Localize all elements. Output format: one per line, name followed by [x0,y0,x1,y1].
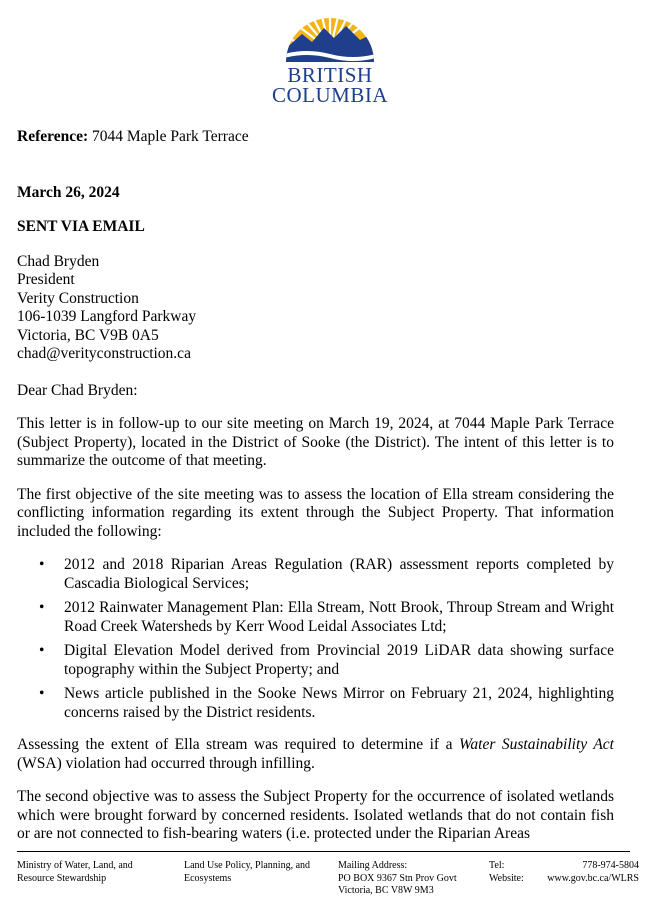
website-row [489,873,639,886]
date-text: March 26, 2024 [17,183,120,201]
info-list [17,556,614,722]
logo-text-british: BRITISH [287,63,373,87]
list-item-text: 2012 and 2018 Riparian Areas Regulation (RAR) assessment reports completed by Cascadia Biological Services; [64,556,614,592]
footer-divider [17,851,630,852]
footer-contact [489,860,639,885]
list-item-text: News article published in the Sooke News Mirror on February 21, 2024, highlighting concerns raised by the District residents. [64,685,614,721]
mailing-label: Mailing Address: [338,860,408,871]
list-item [17,642,614,679]
recipient-address [17,253,614,364]
list-item [17,556,614,593]
recipient-city: Victoria, BC V9B 0A5 [17,326,159,344]
mailing-line-2: Victoria, BC V8W 9M3 [338,885,434,896]
paragraph-2: The first objective of the site meeting was to assess the location of Ella stream considering the conflicting information regarding its extent through the Subject Property. That information included the following: [17,485,614,540]
bullet-icon: • [39,642,45,659]
paragraph-1: This letter is in follow-up to our site meeting on March 19, 2024, at 7044 Maple Park Terrace (Subject Property), located in the District of Sooke (the District). The intent of this letter is to summarize the outcome of that meeting. [17,415,614,469]
paragraph-4: The second objective was to assess the Subject Property for the occurrence of isolated wetlands which were brought forward by concerned residents. Isolated wetlands that do not contain fish or are not connected to fish-bearing waters (i.e. protected under the Riparian Areas [17,788,614,842]
list-item [17,685,614,722]
greeting: Dear Chad Bryden: [17,381,138,399]
division-line-1: Land Use Policy, Planning, and [184,860,311,871]
mailing-line-1: PO BOX 9367 Stn Prov Govt [338,872,457,884]
website-link[interactable]: www.gov.bc.ca/WLRS [547,872,639,884]
bullet-icon: • [39,685,45,702]
recipient-name: Chad Bryden [17,252,100,270]
recipient-title: President [17,271,75,288]
tel-value: 778-974-5804 [582,860,639,871]
reference-label: Reference: [17,128,89,145]
footer-division [184,860,329,885]
bullet-icon: • [39,556,45,573]
bc-logo [270,4,390,107]
list-item-text: Digital Elevation Model derived from Provincial 2019 LiDAR data showing surface topography within the Subject Property; and [64,642,614,678]
division-line-2: Ecosystems [184,872,232,884]
logo-text-columbia: COLUMBIA [271,83,388,107]
list-item-text: 2012 Rainwater Management Plan: Ella Stream, Nott Brook, Throup Stream and Wright Road Creek Watersheds by Kerr Wood Leidal Associates Ltd; [64,599,614,635]
ministry-line-2: Resource Stewardship [17,872,107,884]
sent-via-text: SENT VIA EMAIL [17,218,145,235]
recipient-company: Verity Construction [17,289,139,307]
letter-date [17,184,614,203]
para3-after: (WSA) violation had occurred through infilling. [17,754,315,772]
recipient-email: chad@verityconstruction.ca [17,345,191,362]
list-item [17,599,614,636]
tel-label: Tel: [489,860,505,871]
recipient-street: 106-1039 Langford Parkway [17,308,197,325]
bc-sun-mountains-icon [284,4,376,64]
reference-line [17,128,614,147]
ministry-line-1: Ministry of Water, Land, and [17,860,133,871]
website-label: Website: [489,872,524,884]
sent-via [17,218,614,237]
reference-value: 7044 Maple Park Terrace [92,128,249,145]
footer-mailing [338,860,478,898]
para3-before: Assessing the extent of Ella stream was required to determine if a [17,736,459,753]
bullet-icon: • [39,599,45,616]
act-name: Water Sustainability Act [458,736,614,753]
letter-body [17,128,614,844]
paragraph-3 [17,736,614,773]
tel-row [489,860,639,873]
footer-ministry [17,860,167,885]
